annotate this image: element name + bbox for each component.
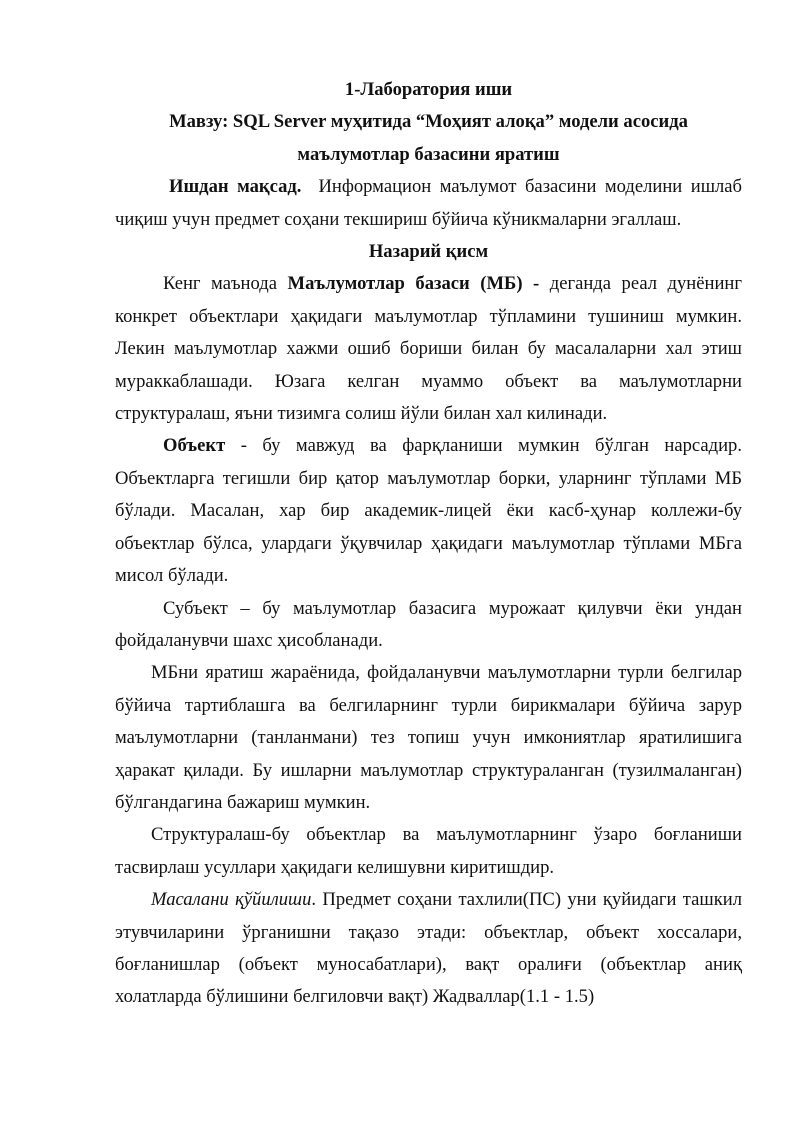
p1-before: Кенг маънода: [163, 273, 288, 295]
p1-after: деганда реал дунёнинг конкрет объектлари ҳақидаги маълумотлар тўпламини тушиниш мумкин. Лекин маълумотлар хажми ошиб бориши билан бу масалаларни хал этиш мураккаблашади. Юзага келган муаммо объект ва маълумотларни структуралаш, яъни тизимга солиш йўли билан хал килинади.: [115, 273, 742, 425]
paragraph-db-creation: МБни яратиш жараёнида, фойдаланувчи маълумотларни турли белгилар бўйича тартиблашга ва белгиларнинг турли бирикмалари бўйича зарур маълумотларни (танланмани) тез топиш учун имкониятлар яратилишига ҳаракат қилади. Бу ишларни маълумотлар структураланган (тузилмаланган) бўлгандагина бажариш мумкин.: [115, 662, 742, 813]
p2-after: - бу мавжуд ва фарқланиши мумкин бўлган нарсадир. Объектларга тегишли бир қатор маълумотлар борки, уларнинг тўплами МБ бўлади. Масалан, хар бир академик-лицей ёки касб-ҳунар коллежи-бу объектлар бўлса, улардаги ўқувчилар ҳақидаги маълумотлар тўплами МБга мисол бўлади.: [115, 435, 742, 587]
topic-title-line-2: маълумотлар базасини яратиш: [297, 143, 560, 165]
p6-after: . Предмет соҳани тахлили(ПС) уни қуйидаги ташкил этувчиларини ўрганишни тақазо этади: объектлар, объект хоссалари, боғланишлар (объект муносабатлари), вақт оралиғи (объектлар аниқ холатларда бўлишини белгиловчи вақт) Жадваллар(1.1 - 1.5): [115, 889, 742, 1008]
paragraph-object-definition: [115, 430, 742, 592]
goal-paragraph: [115, 171, 742, 236]
paragraph-database-definition: [115, 268, 742, 430]
lab-title: 1-Лаборатория иши: [344, 79, 513, 100]
paragraph-subject-definition: Субъект – бу маълумотлар базасига мурожаат қилувчи ёки ундан фойдаланувчи шахс ҳисобланади.: [115, 597, 742, 651]
document-page: [115, 74, 742, 1014]
object-term: Объект: [163, 435, 226, 457]
paragraph-problem-statement: [115, 884, 742, 1014]
database-term: Маълумотлар базаси (МБ) -: [287, 273, 540, 295]
topic-title-line-1: Мавзу: SQL Server муҳитида “Моҳият алоқа” модели асосида: [169, 111, 688, 133]
paragraph-structuring: Структуралаш-бу объектлар ва маълумотларнинг ўзаро боғланиши тасвирлаш усуллари ҳақидаги келишувни киритишдир.: [115, 824, 742, 878]
theory-heading: Назарий қисм: [368, 241, 489, 263]
goal-label: Ишдан мақсад.: [169, 176, 302, 198]
goal-text: Информацион маълумот базасини моделини ишлаб чиқиш учун предмет соҳани текшириш бўйича кўникмаларни эгаллаш.: [115, 176, 743, 230]
problem-statement-term: Масалани қўйилиши: [151, 889, 312, 911]
